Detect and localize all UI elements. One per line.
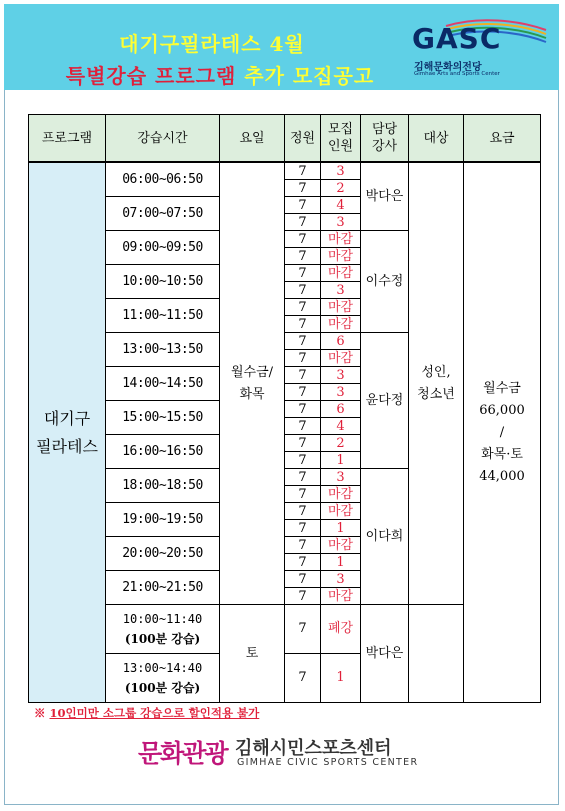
recruit-cell: 3 [321, 282, 361, 299]
capacity-cell: 7 [285, 282, 321, 299]
capacity-cell: 7 [285, 452, 321, 469]
capacity-cell: 7 [285, 180, 321, 197]
capacity-cell: 7 [285, 162, 321, 180]
capacity-cell: 7 [285, 520, 321, 537]
capacity-cell: 7 [285, 469, 321, 486]
header-fee: 요금 [464, 115, 541, 163]
gasc-logo [408, 18, 548, 80]
program-name: 대기구 필라테스 [29, 162, 106, 703]
brand-english-name: GIMHAE CIVIC SPORTS CENTER [237, 757, 419, 768]
fee-cell: 월수금 66,000 / 화목·토 44,000 [464, 162, 541, 703]
header-capacity: 정원 [285, 115, 321, 163]
recruit-cell: 마감 [321, 537, 361, 554]
capacity-cell: 7 [285, 231, 321, 248]
days-saturday: 토 [220, 605, 285, 703]
recruit-cell: 6 [321, 333, 361, 350]
target-cell: 성인, 청소년 [409, 162, 464, 605]
time-slot: 14:00~14:50 [106, 367, 220, 401]
capacity-cell: 7 [285, 537, 321, 554]
header-target: 대상 [409, 115, 464, 163]
header-instructor: 담당 강사 [361, 115, 409, 163]
time-slot: 16:00~16:50 [106, 435, 220, 469]
recruit-cell: 3 [321, 469, 361, 486]
days-weekday: 월수금/ 화목 [220, 162, 285, 605]
time-slot: 07:00~07:50 [106, 197, 220, 231]
capacity-cell: 7 [285, 605, 321, 654]
table-header-row [29, 115, 541, 163]
recruit-cell: 2 [321, 180, 361, 197]
time-slot: 21:00~21:50 [106, 571, 220, 605]
capacity-cell: 7 [285, 299, 321, 316]
recruit-cell: 마감 [321, 486, 361, 503]
recruit-cell: 마감 [321, 316, 361, 333]
capacity-cell: 7 [285, 350, 321, 367]
brand-mark-icon: 문화관광 [138, 739, 227, 768]
recruit-cell: 1 [321, 520, 361, 537]
capacity-cell: 7 [285, 503, 321, 520]
recruit-cell: 6 [321, 401, 361, 418]
capacity-cell: 7 [285, 571, 321, 588]
recruit-cell: 2 [321, 435, 361, 452]
header-days: 요일 [220, 115, 285, 163]
recruit-cell: 마감 [321, 588, 361, 605]
notice-text: ※ 10인미만 소그룹 강습으로 할인적용 불가 [34, 706, 260, 720]
recruit-cell: 4 [321, 197, 361, 214]
recruit-cell: 마감 [321, 231, 361, 248]
recruit-cell: 3 [321, 162, 361, 180]
recruit-cell: 폐강 [321, 605, 361, 654]
recruit-cell: 3 [321, 214, 361, 231]
recruit-cell: 마감 [321, 265, 361, 282]
recruit-cell: 4 [321, 418, 361, 435]
gasc-wordmark: GASC [412, 22, 502, 55]
time-slot: 09:00~09:50 [106, 231, 220, 265]
recruit-cell: 3 [321, 571, 361, 588]
capacity-cell: 7 [285, 316, 321, 333]
capacity-cell: 7 [285, 265, 321, 282]
instructor-cell: 박다은 [361, 162, 409, 231]
gasc-korean-name: 김해문화의전당 [414, 62, 482, 73]
long-time-slot: 10:00~11:40 (100분 강습) [106, 605, 220, 654]
capacity-cell: 7 [285, 197, 321, 214]
recruit-cell: 1 [321, 554, 361, 571]
time-slot: 18:00~18:50 [106, 469, 220, 503]
header-recruit: 모집 인원 [321, 115, 361, 163]
capacity-cell: 7 [285, 654, 321, 703]
target-cell-saturday [409, 605, 464, 703]
page-title: 대기구필라테스 4월 [119, 32, 305, 56]
subtitle-red: 특별강습 프로그램 [65, 64, 237, 88]
recruit-cell: 마감 [321, 350, 361, 367]
gasc-english-name: Gimhae Arts and Sports Center [414, 71, 500, 77]
capacity-cell: 7 [285, 486, 321, 503]
recruit-cell: 3 [321, 384, 361, 401]
time-slot: 19:00~19:50 [106, 503, 220, 537]
capacity-cell: 7 [285, 384, 321, 401]
schedule-table [28, 114, 541, 703]
instructor-cell: 박다은 [361, 605, 409, 703]
time-slot: 13:00~13:50 [106, 333, 220, 367]
page-subtitle [30, 60, 410, 89]
instructor-cell: 이다희 [361, 469, 409, 605]
capacity-cell: 7 [285, 418, 321, 435]
table-row [29, 162, 541, 180]
instructor-cell: 이수정 [361, 231, 409, 333]
time-slot: 11:00~11:50 [106, 299, 220, 333]
recruit-cell: 마감 [321, 299, 361, 316]
capacity-cell: 7 [285, 554, 321, 571]
brand-korean-name: 김해시민스포츠센터 [235, 738, 392, 759]
recruit-cell: 1 [321, 654, 361, 703]
capacity-cell: 7 [285, 248, 321, 265]
capacity-cell: 7 [285, 214, 321, 231]
capacity-cell: 7 [285, 367, 321, 384]
time-slot: 20:00~20:50 [106, 537, 220, 571]
time-slot: 06:00~06:50 [106, 162, 220, 197]
capacity-cell: 7 [285, 588, 321, 605]
footer-logo [138, 730, 438, 776]
time-slot: 15:00~15:50 [106, 401, 220, 435]
recruit-cell: 마감 [321, 503, 361, 520]
recruit-cell: 마감 [321, 248, 361, 265]
header-time: 강습시간 [106, 115, 220, 163]
instructor-cell: 윤다정 [361, 333, 409, 469]
capacity-cell: 7 [285, 435, 321, 452]
time-slot: 10:00~10:50 [106, 265, 220, 299]
capacity-cell: 7 [285, 333, 321, 350]
long-time-slot: 13:00~14:40 (100분 강습) [106, 654, 220, 703]
recruit-cell: 3 [321, 367, 361, 384]
capacity-cell: 7 [285, 401, 321, 418]
recruit-cell: 1 [321, 452, 361, 469]
header-program: 프로그램 [29, 115, 106, 163]
subtitle-yellow: 추가 모집공고 [244, 64, 375, 88]
